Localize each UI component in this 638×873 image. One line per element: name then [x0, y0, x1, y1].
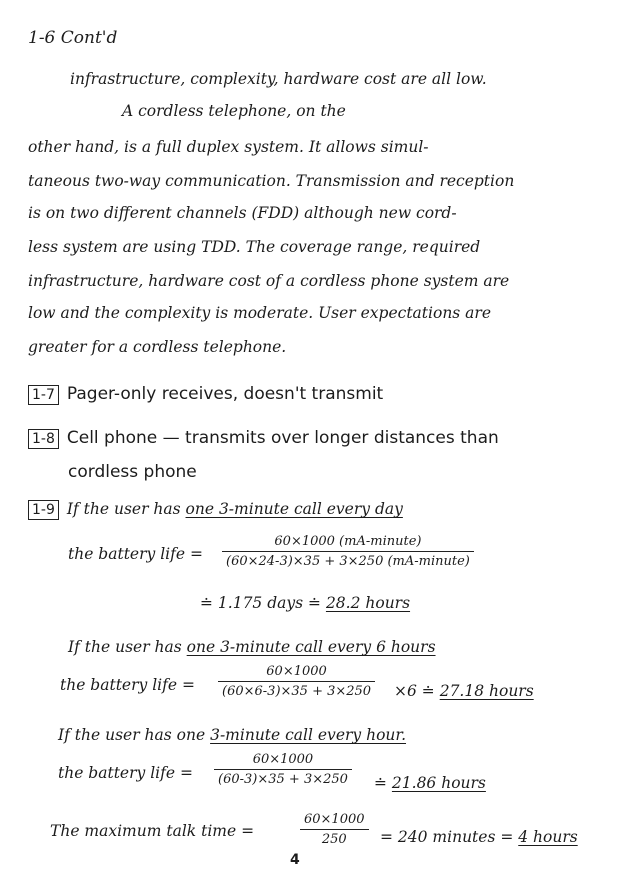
- numerator: 60×1000: [252, 752, 314, 767]
- answer-1-7: [28, 384, 383, 405]
- denominator: (60-3)×35 + 3×250: [218, 772, 348, 788]
- section-heading: 1-6 Cont'd: [28, 28, 118, 48]
- answer-text: Cell phone — transmits over longer distances than: [66, 428, 499, 448]
- answer-1-8: [28, 428, 499, 449]
- denominator: (60×6-3)×35 + 3×250: [222, 684, 372, 700]
- battery-life-label: the battery life =: [58, 764, 193, 782]
- result-line: ×6 ≐ 27.18 hours: [394, 682, 534, 700]
- underlined-condition: one 3-minute call every 6 hours: [186, 638, 436, 656]
- paragraph-line: A cordless telephone, on the: [122, 102, 346, 120]
- result-value: 21.86 hours: [391, 774, 486, 792]
- answer-text: Pager-only receives, doesn't transmit: [66, 384, 384, 404]
- numerator: 60×1000: [266, 664, 327, 679]
- underlined-condition: one 3-minute call every day: [185, 500, 403, 518]
- answer-text-continued: cordless phone: [68, 462, 197, 482]
- result-line: = 240 minutes = 4 hours: [380, 828, 578, 846]
- talk-time-label: The maximum talk time =: [50, 822, 255, 840]
- result-line: ≐ 21.86 hours: [374, 774, 486, 792]
- fraction: [300, 812, 369, 847]
- result-value: 27.18 hours: [439, 682, 534, 700]
- result-line: ≐ 1.175 days ≐ 28.2 hours: [200, 594, 411, 612]
- paragraph-line: other hand, is a full duplex system. It allows simul-: [28, 138, 429, 156]
- fraction: [218, 664, 375, 699]
- fraction: [222, 534, 474, 569]
- paragraph-line: taneous two-way communication. Transmission and reception: [28, 172, 515, 190]
- case-2-intro: If the user has one 3-minute call every 6 hours: [68, 638, 436, 656]
- denominator: 250: [321, 832, 347, 848]
- question-number-box: 1-9: [28, 500, 59, 520]
- case-3-intro: If the user has one 3-minute call every hour.: [58, 726, 407, 744]
- numerator: 60×1000: [304, 812, 365, 827]
- result-value: 4 hours: [518, 828, 578, 846]
- paragraph-line: infrastructure, complexity, hardware cost are all low.: [70, 70, 487, 88]
- battery-life-label: the battery life =: [60, 676, 195, 694]
- numerator: 60×1000 (mA-minute): [274, 534, 422, 549]
- case-1-intro: 1-9 If the user has one 3-minute call every day: [28, 500, 403, 520]
- battery-life-label: the battery life =: [68, 545, 203, 563]
- underlined-condition: 3-minute call every hour.: [210, 726, 407, 744]
- paragraph-line: less system are using TDD. The coverage range, required: [28, 238, 481, 256]
- denominator: (60×24-3)×35 + 3×250 (mA-minute): [226, 554, 470, 570]
- fraction: [214, 752, 352, 787]
- paragraph-line: is on two different channels (FDD) although new cord-: [28, 204, 457, 222]
- result-value: 28.2 hours: [325, 594, 411, 612]
- page-number: 4: [290, 852, 300, 868]
- paragraph-line: greater for a cordless telephone.: [28, 338, 287, 356]
- question-number-box: 1-8: [28, 429, 59, 449]
- paragraph-line: low and the complexity is moderate. User expectations are: [28, 304, 492, 322]
- paragraph-line: infrastructure, hardware cost of a cordless phone system are: [28, 272, 510, 290]
- question-number-box: 1-7: [28, 385, 59, 405]
